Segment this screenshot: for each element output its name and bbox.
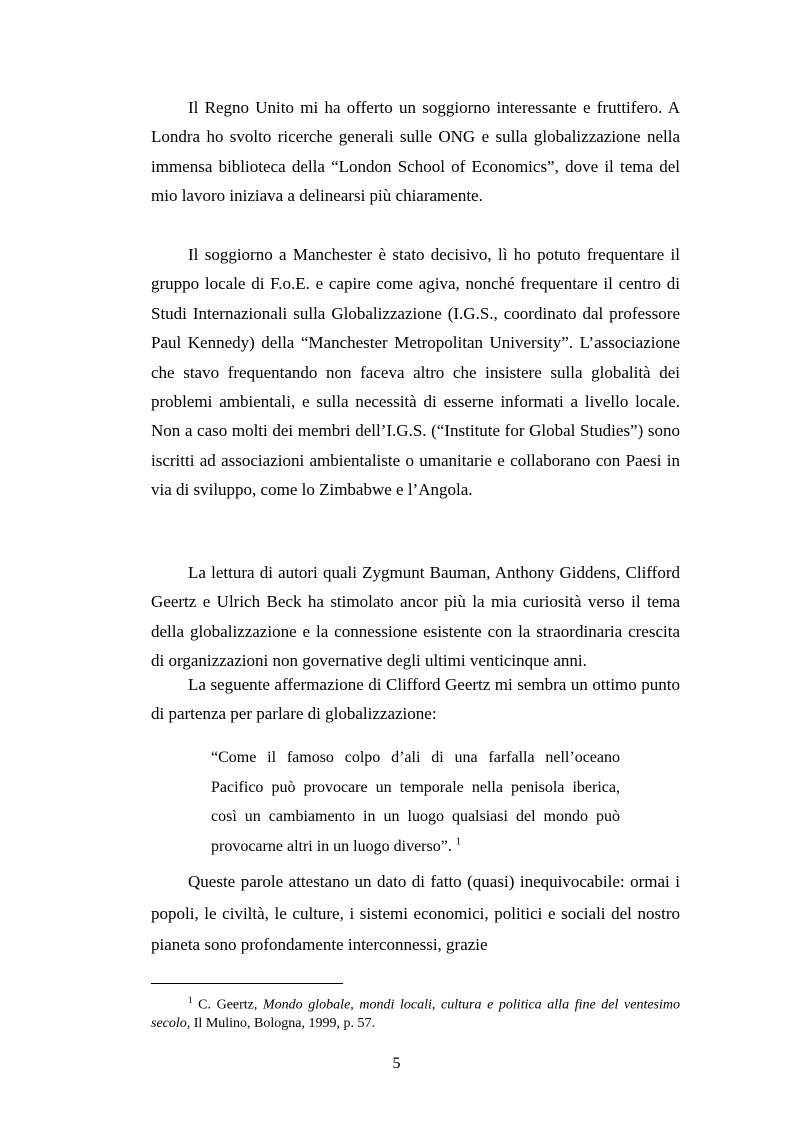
paragraph-geertz-intro: La seguente affermazione di Clifford Geertz mi sembra un ottimo punto di partenza per parlare di globalizzazione: [151, 675, 680, 724]
page-number: 5 [392, 1055, 401, 1072]
footnote [151, 991, 680, 1033]
paragraph-uk-stay: Il Regno Unito mi ha offerto un soggiorno interessante e fruttifero. A Londra ho svolto ricerche generali sulle ONG e sulla globalizzazione nella immensa biblioteca della “London School of Economics”, dove il tema del mio lavoro iniziava a delinearsi più chiaramente. [151, 98, 680, 206]
footnote-number: 1 [188, 995, 193, 1005]
paragraph-manchester: Il soggiorno a Manchester è stato decisivo, lì ho potuto frequentare il gruppo locale di F.o.E. e capire come agiva, nonché frequentare il centro di Studi Internazionali sulla Globalizzazione (I.G.S., coordinato dal professore Paul Kennedy) della “Manchester Metropolitan University”. L’associazione che stavo frequentando non faceva altro che insistere sulla globalità dei problemi ambientali, e sulla necessità di esserne informati a livello locale. Non a caso molti dei membri dell’I.G.S. (“Institute for Global Studies”) sono iscritti ad associazioni ambientaliste o umanitarie e collaborano con Paesi in via di sviluppo, come lo Zimbabwe e l’Angola. [151, 245, 680, 500]
quote-text: “Come il famoso colpo d’ali di una farfalla nell’oceano Pacifico può provocare un temporale nella penisola iberica, così un cambiamento in un luogo qualsiasi del mondo può provocarne altri in un luogo diverso”. [211, 749, 620, 855]
block-quote [211, 743, 620, 861]
footnote-reference[interactable]: 1 [455, 836, 461, 848]
paragraph-closing: Queste parole attestano un dato di fatto (quasi) inequivocabile: ormai i popoli, le civiltà, le culture, i sistemi economici, politici e sociali del nostro pianeta sono profondamente interconnessi, grazie [151, 872, 680, 954]
footnote-author: C. Geertz, [198, 997, 258, 1013]
footnote-title: Mondo globale, mondi locali, cultura e politica alla fine del ventesimo secolo, [151, 997, 681, 1031]
paragraph-authors: La lettura di autori quali Zygmunt Bauman, Anthony Giddens, Clifford Geertz e Ulrich Beck ha stimolato ancor più la mia curiosità verso il tema della globalizzazione e la connessione esistente con la straordinaria crescita di organizzazioni non governative degli ultimi venticinque anni. [151, 563, 680, 671]
footnote-publisher: Il Mulino, Bologna, 1999, p. 57. [193, 1015, 375, 1031]
footnote-separator [151, 983, 343, 984]
